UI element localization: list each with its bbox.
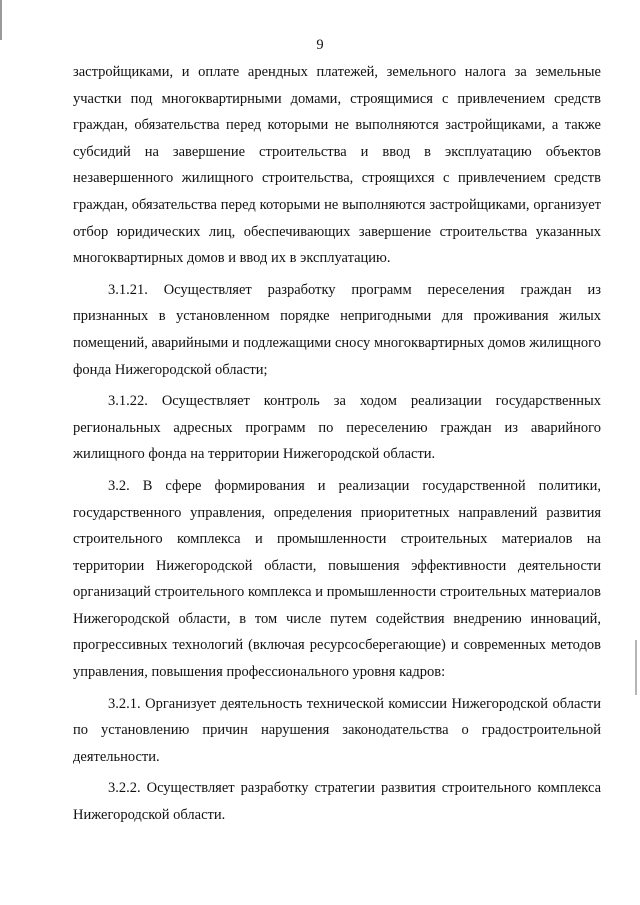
scan-edge-left <box>0 0 2 40</box>
document-body <box>73 59 601 834</box>
paragraph-3-1-22: 3.1.22. Осуществляет контроль за ходом реализации государственных региональных адресных программ по переселению граждан из аварийного жилищного фонда на территории Нижегородской области. <box>73 393 601 463</box>
paragraph-3-2-2: 3.2.2. Осуществляет разработку стратегии развития строительного комплекса Нижегородской области. <box>73 780 601 824</box>
scan-edge-right <box>635 640 637 695</box>
paragraph-3-2-1: 3.2.1. Организует деятельность технической комиссии Нижегородской области по установлению причин нарушения законодательства о градостроительной деятельности. <box>73 695 601 765</box>
page-number: 9 <box>316 37 324 53</box>
paragraph-3-2: 3.2. В сфере формирования и реализации государственной политики, государственного управления, определения приоритетных направлений развития строительного комплекса и промышленности строительных материалов на территории Нижегородской области, повышения эффективности деятельности организаций строительного комплекса и промышленности строительных материалов Нижегородской области, в том числе путем содействия внедрению инноваций, прогрессивных технологий (включая ресурсосберегающие) и современных методов управления, повышения профессионального уровня кадров: <box>73 477 601 681</box>
paragraph-continuation: застройщиками, и оплате арендных платежей, земельного налога за земельные участки под многоквартирными домами, строящимися с привлечением средств граждан, обязательства перед которыми не выполняются застройщиками, а также субсидий на завершение строительства и ввод в эксплуатацию объектов незавершенного жилищного строительства, строящихся с привлечением средств граждан, обязательства перед которыми не выполняются застройщиками, организует отбор юридических лиц, обеспечивающих завершение строительства указанных многоквартирных домов и ввод их в эксплуатацию. <box>73 64 601 267</box>
paragraph-3-1-21: 3.1.21. Осуществляет разработку программ переселения граждан из признанных в установленном порядке непригодными для проживания жилых помещений, аварийными и подлежащими сносу многоквартирных домов жилищного фонда Нижегородской области; <box>73 281 601 378</box>
